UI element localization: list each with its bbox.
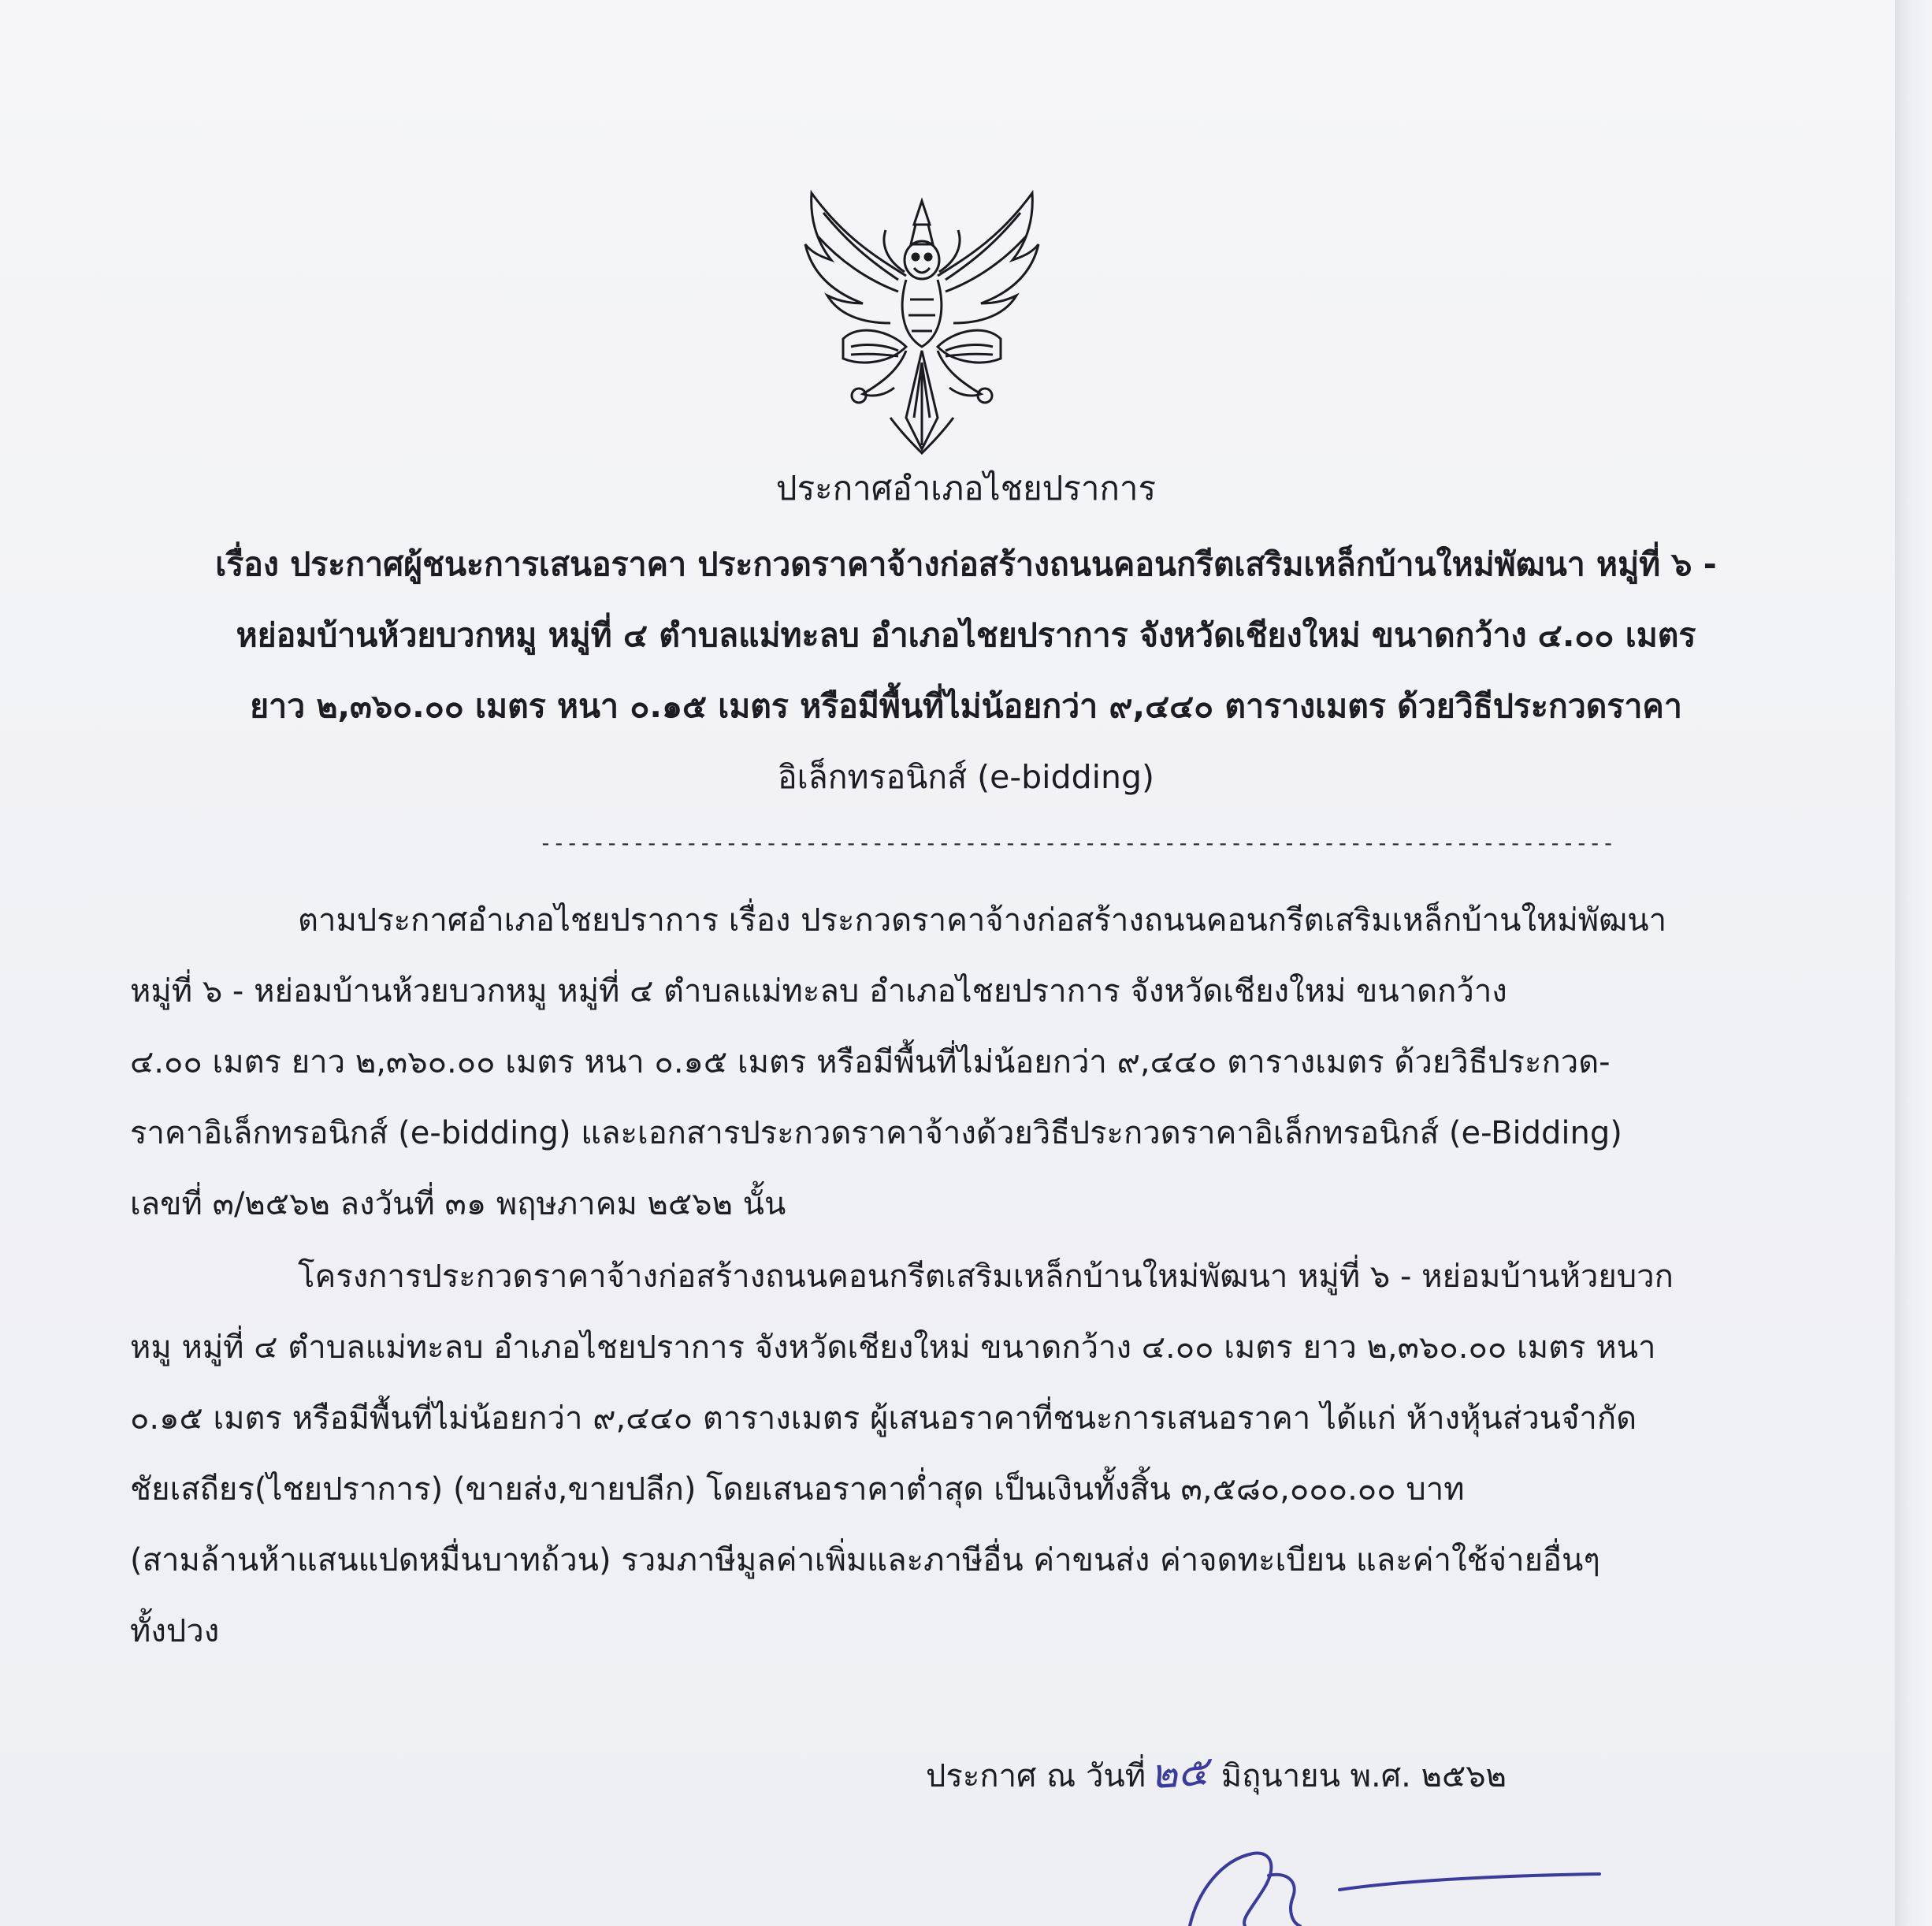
document-issuer: ประกาศอำเภอไชยปราการ <box>775 469 1157 508</box>
subject-line-1: เรื่อง ประกาศผู้ชนะการเสนอราคา ประกวดราคาจ้างก่อสร้างถนนคอนกรีตเสริมเหล็กบ้านใหม่พัฒนา หมู่ที่ ๖ - <box>215 545 1717 583</box>
paragraph1-line-2: หมู่ที่ ๖ - หย่อมบ้านห้วยบวกหมู หมู่ที่ ๔ ตำบลแม่ทะลบ อำเภอไชยปราการ จังหวัดเชียงใหม่ ขนาดกว้าง <box>130 973 1507 1009</box>
paragraph1-line-4: ราคาอิเล็กทรอนิกส์ (e-bidding) และเอกสารประกวดราคาจ้างด้วยวิธีประกวดราคาอิเล็กทรอนิกส์ (e-Bidding) <box>130 1115 1622 1151</box>
paragraph1-line-1: ตามประกาศอำเภอไชยปราการ เรื่อง ประกวดราคาจ้างก่อสร้างถนนคอนกรีตเสริมเหล็กบ้านใหม่พัฒนา <box>298 902 1667 939</box>
announcement-date <box>926 1747 1507 1799</box>
paragraph1-line-5: เลขที่ ๓/๒๕๖๒ ลงวันที่ ๓๑ พฤษภาคม ๒๕๖๒ นั้น <box>130 1186 786 1222</box>
page-edge <box>1895 0 1932 1926</box>
handwritten-day: ๒๕ <box>1149 1747 1210 1799</box>
paragraph2-line-4: ชัยเสถียร(ไชยปราการ) (ขายส่ง,ขายปลีก) โดยเสนอราคาต่ำสุด เป็นเงินทั้งสิ้น ๓,๕๘๐,๐๐๐.๐๐ บาท <box>130 1471 1465 1508</box>
date-month-year: มิถุนายน พ.ศ. ๒๕๖๒ <box>1221 1758 1507 1794</box>
paragraph1-line-3: ๔.๐๐ เมตร ยาว ๒,๓๖๐.๐๐ เมตร หนา ๐.๑๕ เมตร หรือมีพื้นที่ไม่น้อยกว่า ๙,๔๔๐ ตารางเมตร ด้วยวิธีประกวด- <box>130 1044 1611 1080</box>
signature-icon <box>1174 1844 1615 1926</box>
paragraph2-line-6: ทั้งปวง <box>130 1613 220 1649</box>
paragraph2-line-2: หมู หมู่ที่ ๔ ตำบลแม่ทะลบ อำเภอไชยปราการ จังหวัดเชียงใหม่ ขนาดกว้าง ๔.๐๐ เมตร ยาว ๒,๓๖๐.๐๐ เมตร หนา <box>130 1329 1656 1366</box>
divider: --------------------------------------------------------------------------------- <box>539 830 1615 856</box>
subject-line-2: หย่อมบ้านห้วยบวกหมู หมู่ที่ ๔ ตำบลแม่ทะลบ อำเภอไชยปราการ จังหวัดเชียงใหม่ ขนาดกว้าง ๔.๐๐ เมตร <box>236 616 1696 654</box>
date-prefix: ประกาศ ณ วันที่ <box>926 1758 1146 1794</box>
paragraph2-line-1: โครงการประกวดราคาจ้างก่อสร้างถนนคอนกรีตเสริมเหล็กบ้านใหม่พัฒนา หมู่ที่ ๖ - หย่อมบ้านห้วยบวก <box>298 1259 1674 1295</box>
subject-line-4: อิเล็กทรอนิกส์ (e-bidding) <box>777 758 1155 796</box>
paragraph2-line-3: ๐.๑๕ เมตร หรือมีพื้นที่ไม่น้อยกว่า ๙,๔๔๐ ตารางเมตร ผู้เสนอราคาที่ชนะการเสนอราคา ได้แก่ ห้างหุ้นส่วนจำกัด <box>130 1400 1637 1437</box>
paragraph2-line-5: (สามล้านห้าแสนแปดหมื่นบาทถ้วน) รวมภาษีมูลค่าเพิ่มและภาษีอื่น ค่าขนส่ง ค่าจดทะเบียน และค่าใช้จ่ายอื่นๆ <box>130 1542 1600 1578</box>
garuda-emblem-icon <box>788 181 1056 465</box>
subject-line-3: ยาว ๒,๓๖๐.๐๐ เมตร หนา ๐.๑๕ เมตร หรือมีพื้นที่ไม่น้อยกว่า ๙,๔๔๐ ตารางเมตร ด้วยวิธีประกวดราคา <box>250 687 1682 725</box>
